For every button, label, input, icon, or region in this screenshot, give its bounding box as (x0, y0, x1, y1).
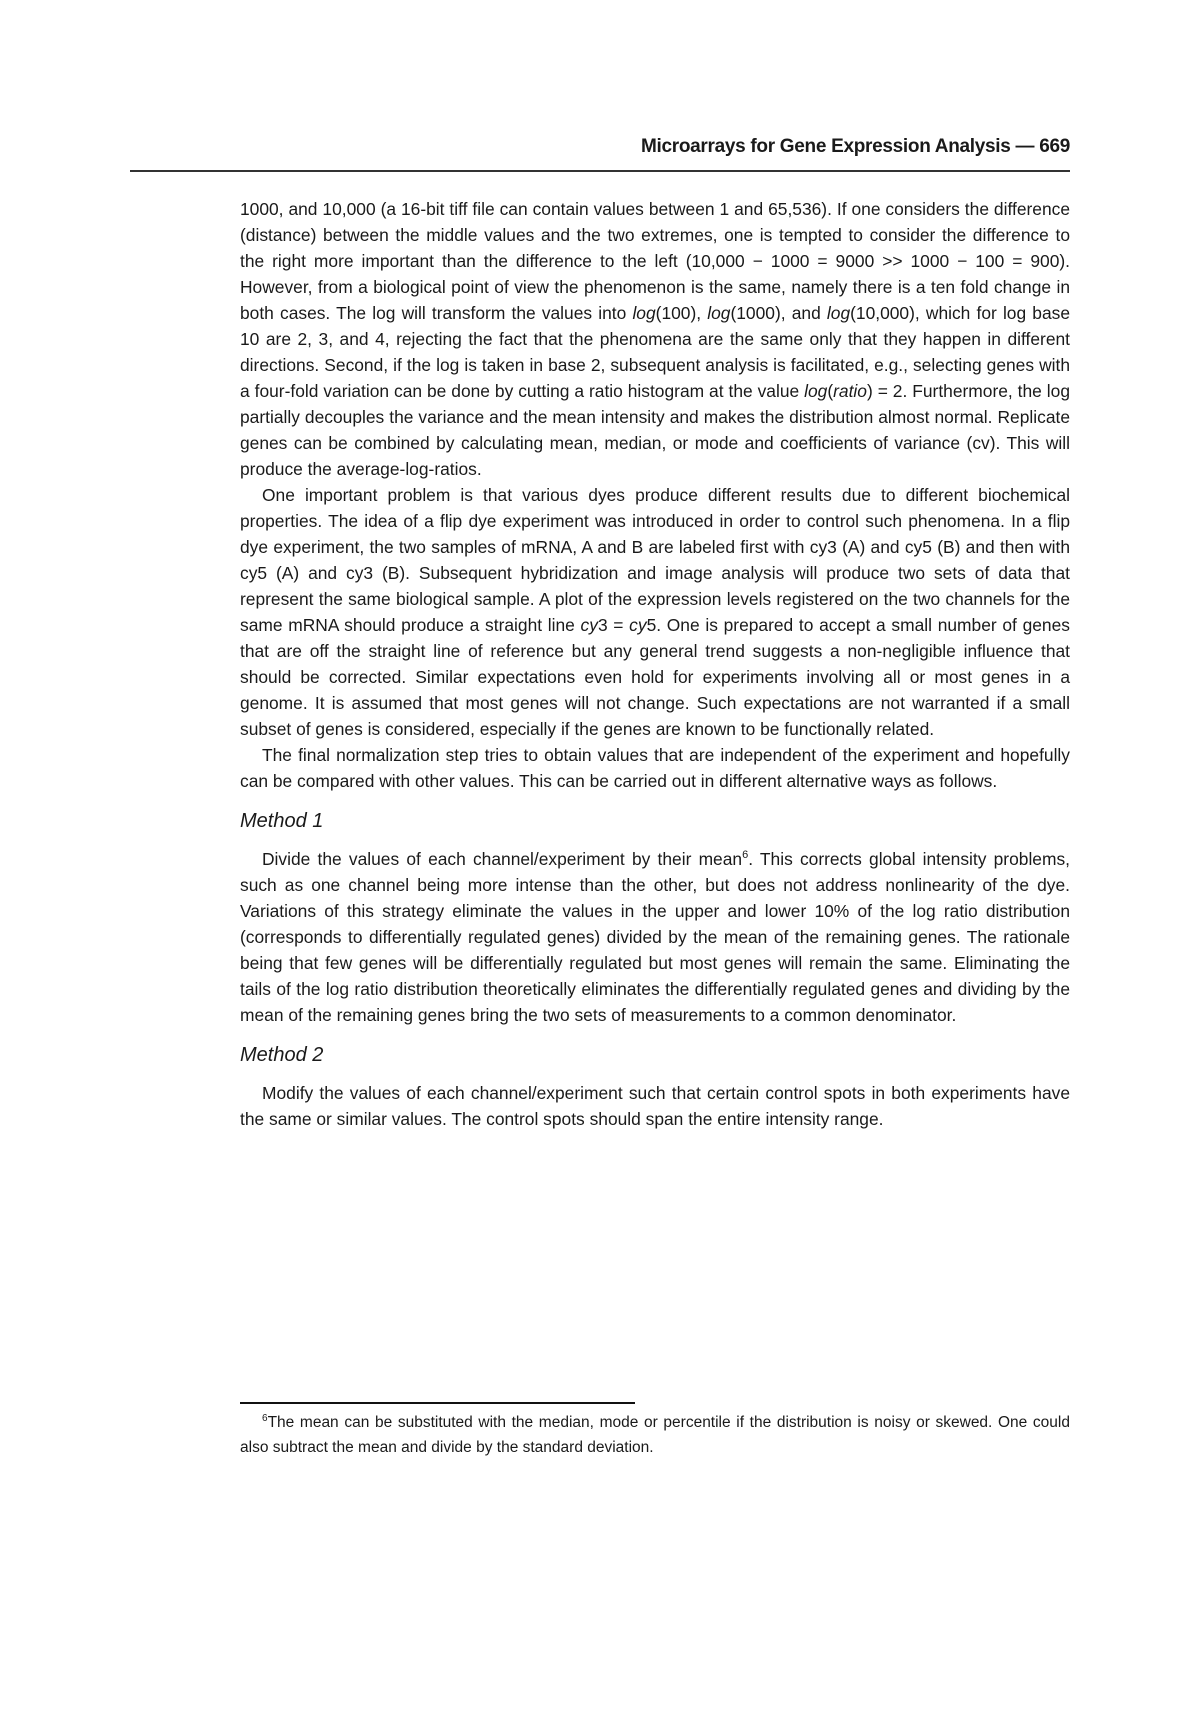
text-run: 1000, and 10,000 (a 16-bit tiff file can contain values between 1 and 65,536). If one considers the difference (distance) between the middle values and the two extremes, one is tempted to consider the difference to the right more important than the difference to the left (10,000 − 1000 = 9000 >> 1000 − 100 = 900). However, from a biological point of view the phenomenon is the same, namely there is a ten fold change in both cases. The log will transform the values into (240, 199, 1070, 323)
method-1-paragraph (240, 846, 1070, 1028)
footnote-reference: 6 (742, 849, 749, 862)
paragraph-3 (240, 742, 1070, 794)
text-run: (100), (655, 303, 708, 323)
italic-text: log (707, 303, 731, 323)
text-run: ( (827, 381, 834, 401)
text-run: Divide the values of each channel/experiment by their mean (262, 849, 743, 869)
italic-text: cy (629, 615, 647, 635)
italic-text: log (804, 381, 828, 401)
running-header (130, 136, 1070, 172)
footnote (240, 1410, 1070, 1460)
text-run: (10,000), which for log base 10 are 2, 3, and 4, rejecting the fact that the phenomena are the same only that they happen in different directions. Second, if the log is taken in base 2, subsequent analysis is facilitated, e.g., selecting genes with a four-fold variation can be done by cutting a ratio histogram at the value (240, 303, 1071, 401)
text-run: Modify the values of each channel/experiment such that certain control spots in both experiments have the same or similar values. The control spots should span the entire intensity range. (240, 1083, 1070, 1129)
text-run: 3 = (597, 615, 630, 635)
text-run: One important problem is that various dyes produce different results due to different biochemical properties. The idea of a flip dye experiment was introduced in order to control such phenomena. In a flip dye experiment, the two samples of mRNA, A and B are labeled first with cy3 (A) and cy5 (B) and then with cy5 (A) and cy3 (B). Subsequent hybridization and image analysis will produce two sets of data that represent the same biological sample. A plot of the expression levels registered on the two channels for the same mRNA should produce a straight line (240, 485, 1070, 635)
paragraph-2 (240, 482, 1070, 742)
method-1-heading: Method 1 (240, 810, 324, 832)
text-run: 5. One is prepared to accept a small number of genes that are off the straight line of reference but any general trend suggests a non-negligible influence that should be corrected. Similar expectations even hold for experiments involving all or most genes in a genome. It is assumed that most genes will not change. Such expectations are not warranted if a small subset of genes is considered, especially if the genes are known to be functionally related. (240, 615, 1070, 739)
footnote-text: The mean can be substituted with the median, mode or percentile if the distribution is noisy or skewed. One could also subtract the mean and divide by the standard deviation. (240, 1414, 1070, 1456)
italic-text: log (826, 303, 851, 323)
body-text (240, 196, 1070, 1132)
footnote-rule (240, 1402, 635, 1404)
footnote-marker: 6 (262, 1412, 268, 1424)
text-run: The final normalization step tries to obtain values that are independent of the experiment and hopefully can be compared with other values. This can be carried out in different alternative ways as follows. (240, 745, 1070, 791)
text-run: (1000), and (730, 303, 827, 323)
running-header-title: Microarrays for Gene Expression Analysis — 669 (640, 136, 1070, 157)
paragraph-1 (240, 196, 1070, 482)
text-run: ) = 2. Furthermore, the log partially decouples the variance and the mean intensity and makes the distribution almost normal. Replicate genes can be combined by calculating mean, median, or mode and coefficients of variance (cv). This will produce the average-log-ratios. (240, 381, 1070, 479)
method-2-paragraph (240, 1080, 1070, 1132)
italic-text: cy (580, 615, 598, 635)
italic-text: ratio (833, 381, 867, 401)
italic-text: log (632, 303, 656, 323)
method-2-heading: Method 2 (240, 1044, 324, 1066)
text-run: . This corrects global intensity problems, such as one channel being more intense than the other, but does not address nonlinearity of the dye. Variations of this strategy eliminate the values in the upper and lower 10% of the log ratio distribution (corresponds to differentially regulated genes) divided by the mean of the remaining genes. The rationale being that few genes will be differentially regulated but most genes will remain the same. Eliminating the tails of the log ratio distribution theoretically eliminates the differentially regulated genes and dividing by the mean of the remaining genes bring the two sets of measurements to a common denominator. (240, 849, 1070, 1025)
